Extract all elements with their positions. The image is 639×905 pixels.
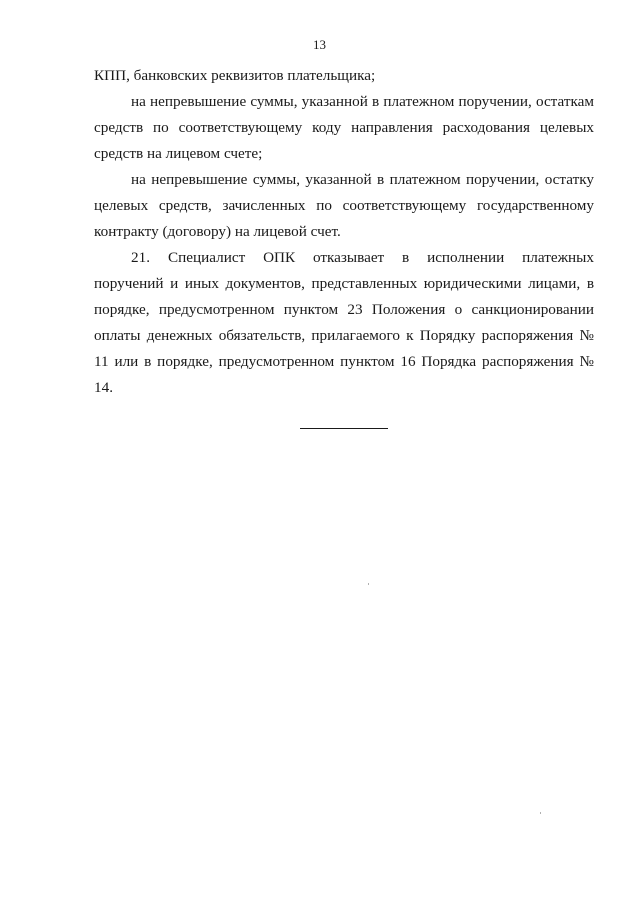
document-body [94,63,594,401]
paragraph-continuation: КПП, банковских реквизитов плательщика; [94,67,376,84]
paragraph-balance-check: на непревышение суммы, указанной в платежном поручении, остаткам средств по соответствующему коду направления расходования целевых средств на лицевом счете; [94,93,594,162]
page-number: 13 [313,37,326,52]
numbered-paragraph-21 [94,245,594,401]
paragraph-contract-balance-check: на непревышение суммы, указанной в платежном поручении, остатку целевых средств, зачисленных по соответствующему государственному контракту (договору) на лицевой счет. [94,171,594,240]
paragraph-text: Специалист ОПК отказывает в исполнении платежных поручений и иных документов, представленных юридическими лицами, в порядке, предусмотренном пунктом 23 Положения о санкционировании оплаты денежных обязательств, прилагаемого к Порядку распоряжения № 11 или в порядке, предусмотренном пунктом 16 Порядка распоряжения № 14. [94,249,594,396]
scan-speck [540,812,541,814]
end-of-document-rule [300,428,388,429]
paragraph-number: 21. [131,249,150,266]
scan-speck [368,583,369,585]
